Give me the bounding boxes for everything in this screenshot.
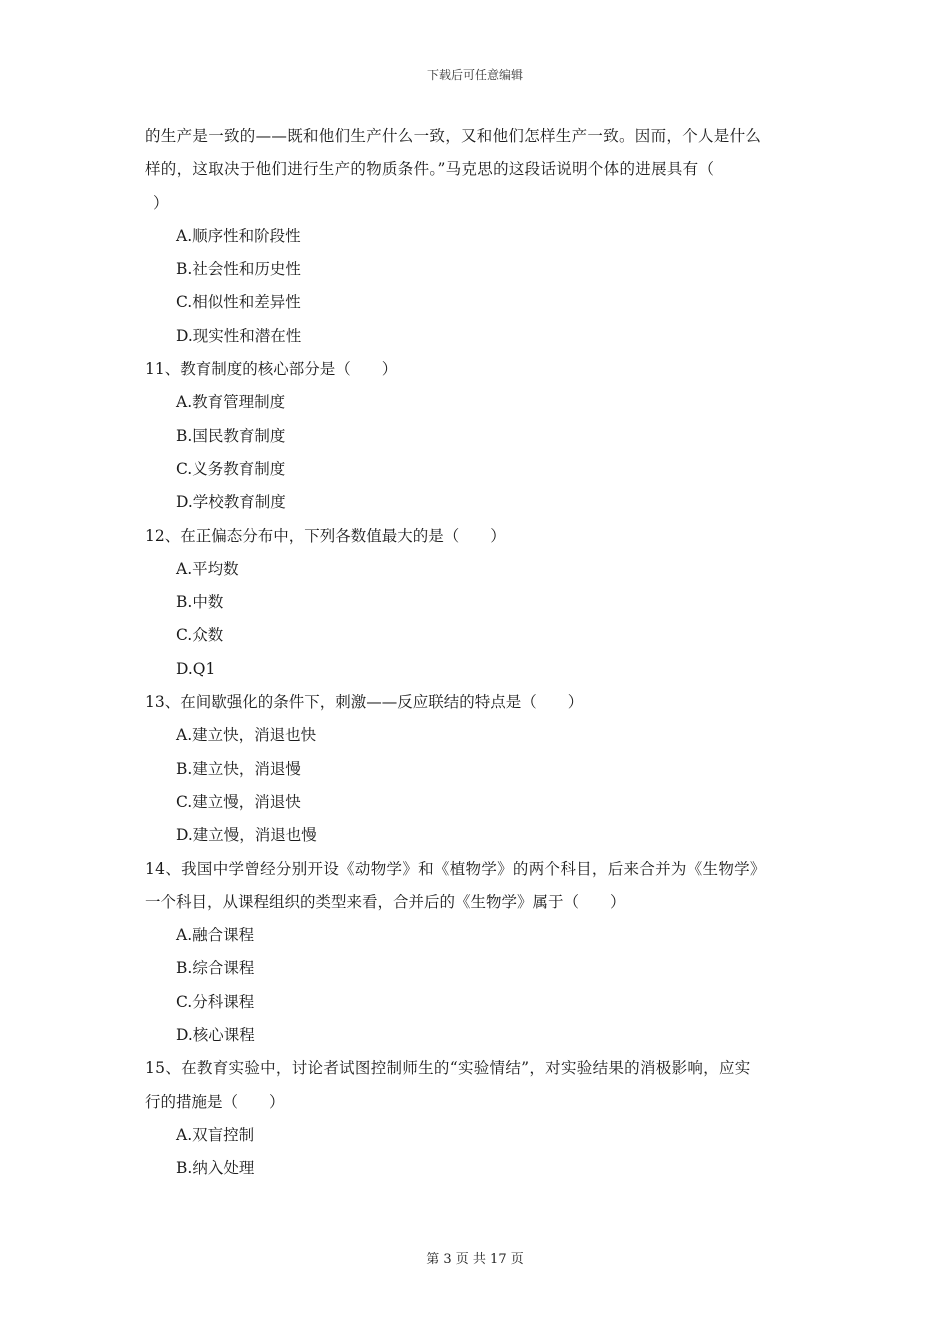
- answer-option: D.核心课程: [176, 1026, 255, 1045]
- question-text-line: 14、我国中学曾经分别开设《动物学》和《植物学》的两个科目，后来合并为《生物学》: [145, 859, 766, 878]
- question-text-line: 11、教育制度的核心部分是（ ）: [145, 360, 398, 379]
- question-12: [145, 520, 810, 686]
- answer-option: B.建立快，消退慢: [176, 759, 301, 778]
- question-text-line: ）: [153, 193, 169, 212]
- answer-option: B.纳入处理: [176, 1159, 255, 1178]
- answer-option: A.平均数: [176, 559, 239, 578]
- answer-option: D.建立慢，消退也慢: [176, 826, 317, 845]
- answer-option: A.顺序性和阶段性: [176, 226, 301, 245]
- answer-option: A.双盲控制: [176, 1125, 255, 1144]
- answer-option: B.综合课程: [176, 959, 255, 978]
- page-footer: [0, 1248, 950, 1267]
- question-text-line: 样的，这取决于他们进行生产的物质条件。”马克思的这段话说明个体的进展具有（: [145, 160, 715, 179]
- answer-option: C.义务教育制度: [176, 459, 286, 478]
- question-content: [145, 120, 810, 1186]
- question-11: [145, 353, 810, 519]
- question-text-line: 15、在教育实验中，讨论者试图控制师生的“实验情结”，对实验结果的消极影响，应实: [145, 1059, 751, 1078]
- answer-option: A.融合课程: [176, 926, 255, 945]
- question-10-continuation: [145, 120, 810, 353]
- answer-option: C.众数: [176, 626, 224, 645]
- page-number: 第 3 页 共 17 页: [426, 1252, 524, 1267]
- answer-option: B.国民教育制度: [176, 426, 286, 445]
- answer-option: B.中数: [176, 593, 224, 612]
- answer-option: B.社会性和历史性: [176, 260, 301, 279]
- answer-option: C.相似性和差异性: [176, 293, 301, 312]
- question-text-line: 行的措施是（ ）: [145, 1092, 285, 1111]
- answer-option: C.建立慢，消退快: [176, 792, 301, 811]
- question-text-line: 12、在正偏态分布中，下列各数值最大的是（ ）: [145, 526, 506, 545]
- question-14: [145, 853, 810, 1053]
- answer-option: C.分科课程: [176, 992, 255, 1011]
- question-15: [145, 1052, 810, 1185]
- question-text-line: 的生产是一致的——既和他们生产什么一致，又和他们怎样生产一致。因而，个人是什么: [145, 127, 762, 145]
- answer-option: D.Q1: [176, 659, 216, 678]
- answer-option: A.教育管理制度: [176, 393, 286, 412]
- question-13: [145, 686, 810, 852]
- page-header: 下载后可任意编辑: [426, 68, 523, 82]
- question-text-line: 13、在间歇强化的条件下，刺激——反应联结的特点是（ ）: [145, 693, 584, 712]
- question-text-line: 一个科目，从课程组织的类型来看，合并后的《生物学》属于（ ）: [145, 892, 626, 911]
- answer-option: D.学校教育制度: [176, 493, 286, 512]
- answer-option: A.建立快，消退也快: [176, 726, 317, 745]
- answer-option: D.现实性和潜在性: [176, 326, 302, 345]
